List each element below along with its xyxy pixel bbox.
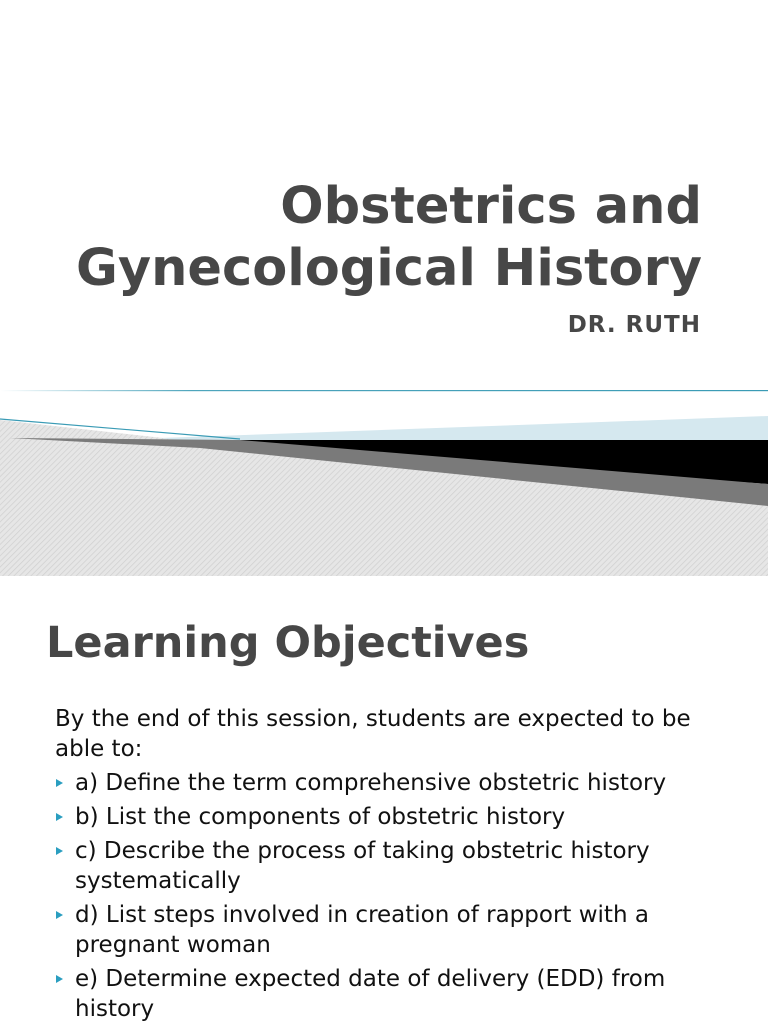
- list-item: [55, 768, 745, 798]
- triangle-bullet-icon: [56, 779, 63, 787]
- slide-title: [22, 176, 702, 300]
- list-item: [55, 802, 745, 832]
- title-line-2: Gynecological History: [76, 239, 702, 298]
- triangle-bullet-icon: [56, 911, 63, 919]
- list-item: [55, 964, 745, 1024]
- triangle-bullet-icon: [56, 847, 63, 855]
- list-item-text: b) List the components of obstetric history: [75, 804, 566, 830]
- list-item-text: a) Define the term comprehensive obstetric history: [75, 770, 667, 796]
- accent-line: [0, 390, 768, 391]
- objectives-list: [55, 768, 745, 1024]
- light-blue-band: [160, 416, 768, 442]
- list-item: [55, 836, 745, 896]
- list-item-text: e) Determine expected date of delivery (EDD) from history: [75, 966, 666, 1022]
- decorative-banner: [0, 380, 768, 576]
- list-item-text: c) Describe the process of taking obstetric history systematically: [75, 838, 650, 894]
- objectives-heading: Learning Objectives: [46, 618, 530, 668]
- objectives-intro: By the end of this session, students are expected to be able to:: [55, 706, 691, 762]
- list-item-text: d) List steps involved in creation of rapport with a pregnant woman: [75, 902, 649, 958]
- list-item: [55, 900, 745, 960]
- triangle-bullet-icon: [56, 975, 63, 983]
- title-line-1: Obstetrics and: [280, 177, 702, 236]
- objectives-slide: [0, 576, 768, 1024]
- triangle-bullet-icon: [56, 813, 63, 821]
- slide-subtitle: DR. RUTH: [567, 312, 701, 338]
